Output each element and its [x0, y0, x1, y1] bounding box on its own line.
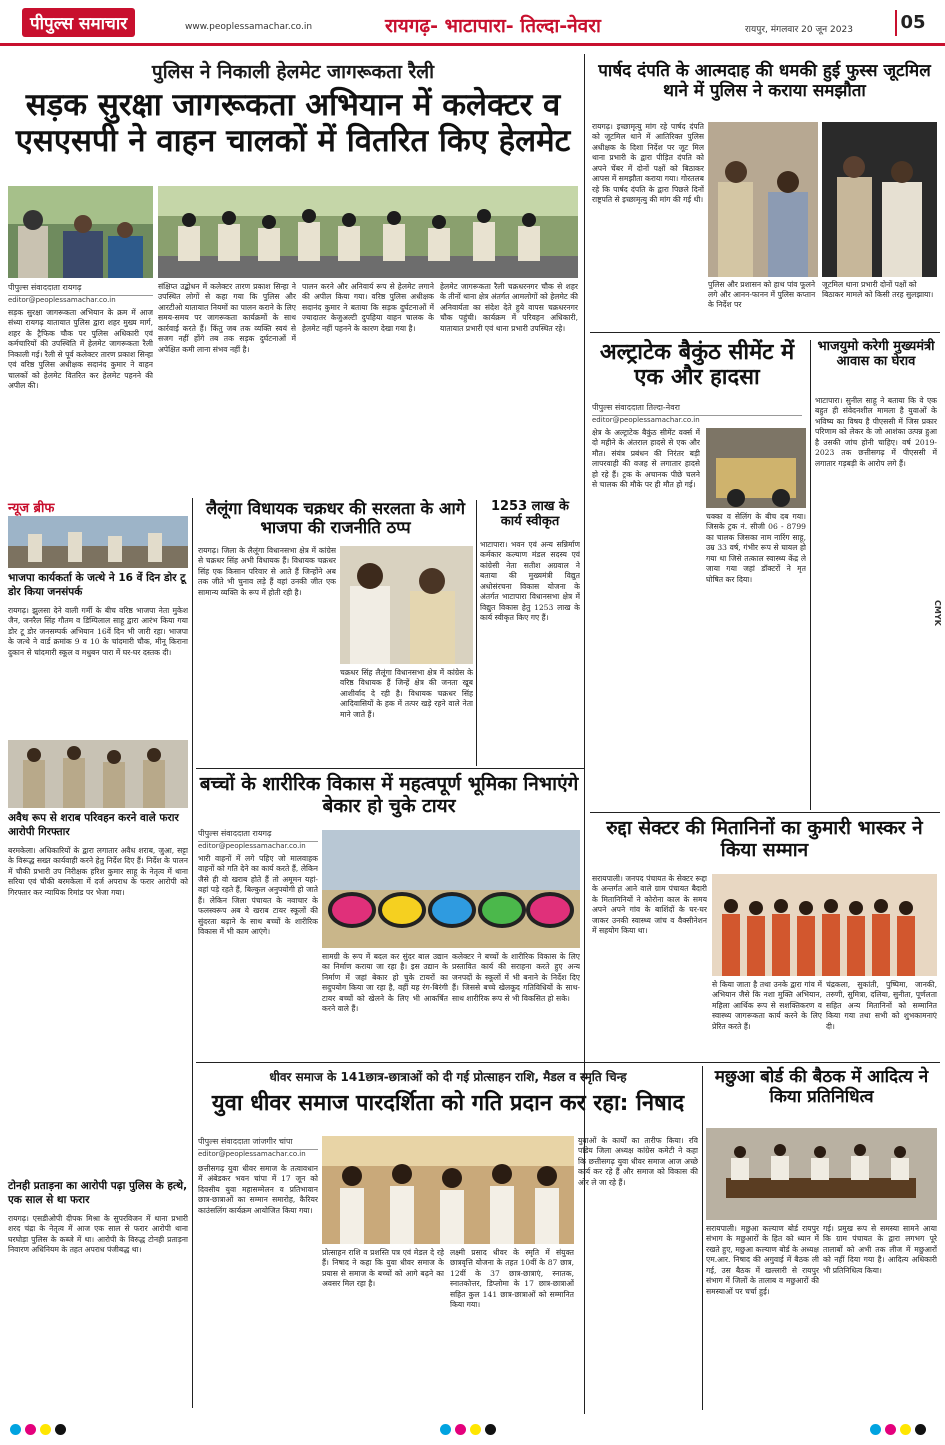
dhiwar-byline: पीपुल्स संवाददाता जांजगीर चांपा: [198, 1136, 318, 1150]
black-dot: [55, 1424, 66, 1435]
machhua-body-2: गई। प्रमुख रूप से समस्या सामने आया कि ग्राम पंचायत के द्वारा लगभग पूरे तालाबों को अभी तक लीज में मछुआरों को नहीं दिया गया है। आदित्य अधिकारी भी प्रतिनिधित्व किया।: [823, 1224, 937, 1275]
corporator-caption-1: पुलिस और प्रशासन को हाथ पांव फूलने लगे और आनन-फानन में पुलिस कप्तान के निर्देश पर: [708, 280, 816, 309]
yellow-dot: [40, 1424, 51, 1435]
cyan-dot: [870, 1424, 881, 1435]
ultratech-body-1: क्षेत्र के अल्ट्राटेक बैकुंठ सीमेंट वर्क्स में दो महीने के अंतराल हादसे से एक और मौत। संयंत्र प्रबंधन की निरंतर बड़ी लापरवाही की वजह से लगातार हादसे हो रहे हैं। ट्रक के अचानक पीछे चलने से चालक की मौके पर ही मौत हो गई।: [592, 428, 700, 490]
cmyk-marks-right: [870, 1424, 926, 1435]
ultratech-photo: [706, 428, 806, 508]
mitanin-headline: रुद्दा सेक्टर की मितानिनों का कुमारी भास्कर ने किया सम्मान: [606, 817, 923, 861]
lead-body-col-4: हेलमेट जागरूकता रैली चक्रधरनगर चौक से शहर के तीनों थाना क्षेत्र अंतर्गत आमलोगों को हेलमेट की अनिवार्यता का संदेश देते हुये वापस चक्रधरनगर चौक पहुंची। कार्यक्रम में परिवहन अधिकारी, यातायात प्रभारी एवं थाना प्रभारी उपस्थित रहे।: [440, 282, 578, 333]
lead-body-col-1: सड़क सुरक्षा जागरूकता अभियान के क्रम में आज संध्या रायगढ़ यातायात पुलिस द्वारा शहर मुख्य मार्ग, शहर के ट्रैफिक चौक पर पुलिस अधिकारी एवं कर्मचारियों की उपस्थिति में हेलमेट जागरूकता रैली निकाली गई। रैली से पूर्व कलेक्टर तारण प्रकाश सिन्हा एवं वरिष्ठ पुलिस अधीक्षक सदानंद कुमार ने वाहन चालकों को हेलमेट वितरित कर हेलमेट पहनने की अपील की।: [8, 308, 153, 391]
lead-byline: पीपुल्स संवाददाता रायगढ़: [8, 282, 153, 296]
website-url: www.peoplessamachar.co.in: [185, 22, 313, 32]
yellow-dot: [900, 1424, 911, 1435]
news-brief-label: न्यूज ब्रीफ: [8, 501, 55, 516]
lead-body-col-2: संक्षिप्त उद्बोधन में कलेक्टर तारण प्रकाश सिन्हा ने उपस्थित लोगों से कहा गया कि पुलिस और आरटीओ यातायात नियमों का पालन कराने के लिए समय-समय पर जागरूकता कार्यक्रमों के साथ कार्रवाई करते हैं। किंतु जब तक व्यक्ति स्वयं से सजग नहीं होंगे तब तक सड़क दुर्घटनाओं में अपेक्षित कमी लाना संभव नहीं है।: [158, 282, 296, 354]
cyan-dot: [10, 1424, 21, 1435]
yellow-dot: [470, 1424, 481, 1435]
brief-3-title: टोनही प्रताड़ना का आरोपी पढ़ा पुलिस के हत्थे, एक साल से था फरार: [8, 1180, 188, 1206]
tyre-body-3: कलेक्टर ने बच्चों के शारीरिक विकास के लिए प्रस्तावित कार्य की सराहना करते हुए अन्य जनपदों के स्कूलों में भी बनाने के निर्देश दिए हैं। जिससे बच्चे खेलकूद गतिविधियों के साथ-साथ शारीरिक रूप से भी विकसित हो सके।: [452, 952, 580, 1003]
lead-body-col-3: पालन करने और अनिवार्य रूप से हेलमेट लगाने की अपील किया गया। वरिष्ठ पुलिस अधीक्षक सदानंद कुमार ने बताया कि सड़क दुर्घटनाओं में ज्यादातर केजुअल्टी दुपहिया वाहन चालक के हेलमेट नहीं पहनने के कारण देखा गया है।: [302, 282, 434, 333]
page-number: 05: [895, 10, 929, 36]
newspaper-logo: पीपुल्स समाचार: [22, 8, 135, 37]
masthead: [0, 0, 945, 46]
dhiwar-body-1: छत्तीसगढ़ युवा धीवर समाज के तत्वावधान में अंबेडकर भवन चांपा में 17 जून को दिवसीय युवा महासम्मेलन व प्रतिभावान छात्र-छात्राओं का सम्मान समारोह, कैरियर काउंसलिंग कार्यक्रम आयोजित किया गया।: [198, 1164, 318, 1215]
corporator-story: [592, 62, 937, 101]
lead-story: [8, 58, 578, 159]
mla-body-2: चक्रधर सिंह लैलूंगा विधानसभा क्षेत्र में कांग्रेस के वरिष्ठ विधायक हैं जिन्हें क्षेत्र की जनता खूब आशीर्वाद दे रही है। विधायक चक्रधर सिंह आदिवासियों के हक में तत्पर खड़े रहने वाले नेता माने जाते हैं।: [340, 668, 473, 719]
bjym-body: भाटापारा। सुनील साहू ने बताया कि वे एक बहुत ही संवेदनशील मामला है युवाओं के भविष्य का विषय है पीएससी में जिस प्रकार परिणाम को लेकर के जो आशंका उत्पन्न हुआ है उसकी जांच होनी चाहिए। वर्ष 2019-2023 तक छत्तीसगढ़ में पीएससी में लगातार गड़बड़ी के आरोप लगे हैं।: [815, 396, 937, 468]
corporator-caption-2: जूटमिल थाना प्रभारी दोनों पक्षों को बिठाकर मामले को किसी तरह सुलझाया।: [822, 280, 934, 299]
dhiwar-body-2: प्रोत्साहन राशि व प्रशस्ति पत्र एवं मेडल दे रहे हैं। निषाद ने कहा कि युवा धीवर समाज के प्रयास से समाज के बच्चों को आगे बढ़ने का अवसर मिल रहा है।: [322, 1248, 444, 1289]
brief-3-body: रायगढ़। एसडीओपी दीपक मिश्रा के सुपरविजन में थाना प्रभारी शरद चंद्रा के नेतृत्व में आज एक साल से फरार आरोपी थाना घरघोड़ा पुलिस के कब्जे में था। आरोपी के विरुद्ध टोनही प्रताड़ना निवारण अधिनियम के तहत अपराध पंजीबद्ध था।: [8, 1214, 188, 1255]
brief-1-body: रायगढ़। झुलसा देने वाली गर्मी के बीच वरिष्ठ भाजपा नेता मुकेश जैन, जनरैल सिंह गौतम व डिम्पिलाल साहू द्वारा आरंभ किया गया डोर टू डोर जनसम्पर्क अभियान 16वें दिन भी जारी रहा। भाजपा के जत्थे ने वार्ड क्रमांक 9 व 10 के चांदमारी चौक, मीनू किराना दुकान से चांदमारी स्कूल व मधुबन पारा में घर-घर दस्तक दी।: [8, 606, 188, 657]
tyre-body-2: सामग्री के रूप में बदल कर सुंदर बाल उद्यान का निर्माण कराया जा रहा है। इस उद्यान के निर्माण में जहां बेकार हो चुके टायरों का सदुपयोग किया जा रहा है, वहीं यह रंग-बिरंगी टायर बच्चों को खेलने के लिए भी आकर्षित करने वाले हैं।: [322, 952, 448, 1014]
dhiwar-body-3: लक्ष्मी प्रसाद धीवर के स्मृति में संयुक्त छात्रवृत्ति योजना के तहत 10वीं के 87 छात्र, 12वीं के 37 छात्र-छात्राएं, स्नातक, स्नातकोत्तर, डिप्लोमा के 17 छात्र-छात्राओं सहित कुल 141 छात्र-छात्राओं को सम्मानित किया गया।: [450, 1248, 574, 1310]
dateline: रायपुर, मंगलवार 20 जून 2023: [745, 25, 853, 35]
lead-headline: सड़क सुरक्षा जागरूकता अभियान में कलेक्टर व एसएसपी ने वाहन चालकों में वितरित किए हेलमेट: [15, 87, 571, 159]
ultratech-headline: अल्ट्राटेक बैकुंठ सीमेंट में एक और हादसा: [599, 340, 795, 391]
corporator-photo-2: [822, 122, 937, 277]
dhiwar-body-4: युवाओं के कार्यों का तारीफ किया। रवि पांडेय जिला अध्यक्ष कांग्रेस कमेटी ने कहा कि छत्तीसगढ़ युवा धीवर समाज आज अच्छे कार्य कर रहे हैं और समाज को विकास की ओर ले जा रहे हैं।: [578, 1136, 698, 1187]
cmyk-side-label: CMYK: [933, 600, 942, 626]
lead-kicker: पुलिस ने निकाली हेलमेट जागरूकता रैली: [151, 61, 435, 83]
lead-photo-2: [158, 186, 578, 278]
mitanin-body-2: से किया जाता है तथा उनके द्वारा गांव में अभियान जैसे कि नशा मुक्ति अभियान, महिला आर्थिक रूप से सशक्तिकरण व स्वास्थ्य जागरूकता कार्य करने के लिए प्रेरित करते हैं।: [712, 980, 822, 1031]
lead-photo-1: [8, 186, 153, 278]
tyre-email: editor@peoplessamachar.co.in: [198, 842, 306, 850]
corporator-photo-1: [708, 122, 818, 277]
corporator-headline: पार्षद दंपति के आत्मदाह की धमकी हुई फुस्स जूटमिल थाने में पुलिस ने कराया समझौता: [598, 61, 931, 101]
tyre-body-1: भारी वाहनों में लगे पहिए जो मालवाहक वाहनों को गति देने का कार्य करते हैं, लेकिन जैसे ही वो खराब होते हैं तो अमूमन यहां-वहां पड़े रहते हैं, बिल्कुल अनुपयोगी हो जाते हैं। लेकिन जिला पंचायत के नवाचार के फलस्वरूप अब ये खराब टायर स्कूलों की सुंदरता बढ़ाने के साथ बच्चों के शारीरिक विकास में भी काम आएंगे।: [198, 854, 318, 937]
brief-1-title: भाजपा कार्यकर्ता के जत्थे ने 16 वें दिन डोर टू डोर किया जनसंपर्क: [8, 572, 186, 598]
brief-photo-2: [8, 740, 188, 808]
brief-2-title: अवैध रूप से शराब परिवहन करने वाले फरार आरोपी गिरफ्तार: [8, 812, 179, 838]
tyre-byline: पीपुल्स संवाददाता रायगढ़: [198, 828, 318, 842]
bjym-headline: भाजयुमो करेगी मुख्यमंत्री आवास का घेराव: [817, 339, 935, 369]
dhiwar-photo: [322, 1136, 574, 1244]
tyre-headline: बच्चों के शारीरिक विकास में महत्वपूर्ण भूमिका निभाएंगे बेकार हो चुके टायर: [199, 773, 579, 817]
dhiwar-email: editor@peoplessamachar.co.in: [198, 1150, 306, 1158]
mla-headline: लैलूंगा विधायक चक्रधर की सरलता के आगे भाजपा की राजनीति ठप्प: [205, 499, 466, 537]
magenta-dot: [25, 1424, 36, 1435]
machhua-photo: [706, 1128, 937, 1220]
budget-headline: 1253 लाख के कार्य स्वीकृत: [490, 499, 570, 529]
brief-2-body: बरमकेला। अधिकारियों के द्वारा लगातार अवैध शराब, जुआ, सट्टा के विरूद्ध सख्त कार्यवाही करने हेतु निर्देश दिए हैं। निर्देश के पालन में चौकी प्रभारी उप निरीक्षक हरिश कुमार साहू के नेतृत्व में थाना सरिया एवं चौकी बरमकेला में दर्ज अपराध के फरार आरोपी को गिरफ्तार कर न्यायिक रिमांड पर भेजा गया।: [8, 846, 188, 897]
tyre-photo: [322, 830, 580, 948]
mla-photo: [340, 546, 473, 664]
mitanin-photo: [712, 874, 937, 976]
lead-email: editor@peoplessamachar.co.in: [8, 296, 116, 304]
mitanin-body-3: चंद्रकला, सुकांती, पुष्पिमा, जानकी, तरुणी, सुमित्रा, दलिया, सुनीता, पूर्णलता सहित अन्य मितानिनों को सम्मानित किया गया तथा सभी को शुभकामनाएं दी।: [826, 980, 937, 1031]
machhua-headline: मछुआ बोर्ड की बैठक में आदित्य ने किया प्रतिनिधित्व: [714, 1067, 929, 1107]
cmyk-marks-left: [10, 1424, 66, 1435]
budget-body: भाटापारा। भवन एवं अन्य सन्निर्माण कर्मकार कल्याण मंडल सदस्य एवं कांग्रेसी नेता सतीश अग्रवाल ने बताया की मुख्यमंत्री विद्युत अधोसंरचना विकास योजना के अंतर्गत भाटापारा विधानसभा क्षेत्र में विद्युत विकास हेतु 1253 लाख के कार्य स्वीकृत किए गए हैं।: [480, 540, 580, 623]
black-dot: [485, 1424, 496, 1435]
machhua-body-1: सरायपाली। मछुआ कल्याण बोर्ड रायपुर संभाग के मछुआरों के हित को ध्यान में रखते हुए, मछुआ कल्याण बोर्ड के अध्यक्ष एम.आर. निषाद की अगुवाई में बैठक ली गई, उस बैठक में खल्लारी से रायपुर संभाग में जिलों के तालाब व मछुआरों की समस्याओं पर चर्चा हुई।: [706, 1224, 819, 1296]
black-dot: [915, 1424, 926, 1435]
brief-photo-1: [8, 516, 188, 568]
dhiwar-kicker: धीवर समाज के 141छात्र-छात्राओं को दी गई प्रोत्साहन राशि, मैडल व स्मृति चिन्ह: [269, 1070, 627, 1084]
mla-body-1: रायगढ़। जिला के लैलूंगा विधानसभा क्षेत्र में कांग्रेस से चक्रधर सिंह अभी विधायक हैं। विधायक चक्रधर सिंह एक किसान परिवार से आते हैं जिन्होंने अब तक जीते भी चुनाव लड़े हैं वहां उनकी जीत एक सामान्य व्यक्ति के रूप में होती रही है।: [198, 546, 336, 597]
corporator-body: रायगढ़। इच्छामृत्यु मांग रहे पार्षद दंपति को जूटमिल थाने में आतिरिक्त पुलिस अधीक्षक के दिशा निर्देश पर जूट मिल थाना प्रभारी के द्वारा पीड़ित दंपति को अपने चेंबर में दोनों पक्षों को बिठाकर आपस में समझौता कराया गया। गोरतलब रहे कि पार्षद दंपति के द्वारा पिछले दिनों राष्ट्रपति से इच्छामृत्यु की मांग की गई थी।: [592, 122, 704, 205]
mitanin-body-1: सरायपाली। जनपद पंचायत के सेक्टर रूद्दा के अन्तर्गत आने वाले ग्राम पंचायत बैदारी के मितानिनियों ने कोरोना काल के समय अपने अपने गांव के बाशिंदों के घर-घर जाकर उनकी स्वास्थ्य जांच व वैक्सीनेशन में सहयोग किया था।: [592, 874, 707, 936]
cmyk-marks-center: [440, 1424, 496, 1435]
section-title: रायगढ़- भाटापारा- तिल्दा-नेवरा: [385, 15, 601, 37]
ultratech-body-2: चक्का व सेलिंग के बीच दब गया। जिसके ट्रक नं. सीजी 06 - 8799 का चालक जिसका नाम नारिंग साहू, उम्र 33 वर्ष, गंभीर रूप से घायल हो गया था जिसे तत्काल स्वास्थ्य केंद्र ले जाया गया जहां डॉक्टरों ने मृत घोषित कर दिया।: [706, 512, 806, 584]
magenta-dot: [885, 1424, 896, 1435]
ultratech-byline: पीपुल्स संवाददाता तिल्दा-नेवरा: [592, 402, 802, 416]
dhiwar-headline: युवा धीवर समाज पारदर्शिता को गति प्रदान कर रहा: निषाद: [211, 1091, 685, 1116]
cyan-dot: [440, 1424, 451, 1435]
magenta-dot: [455, 1424, 466, 1435]
ultratech-email: editor@peoplessamachar.co.in: [592, 416, 700, 424]
